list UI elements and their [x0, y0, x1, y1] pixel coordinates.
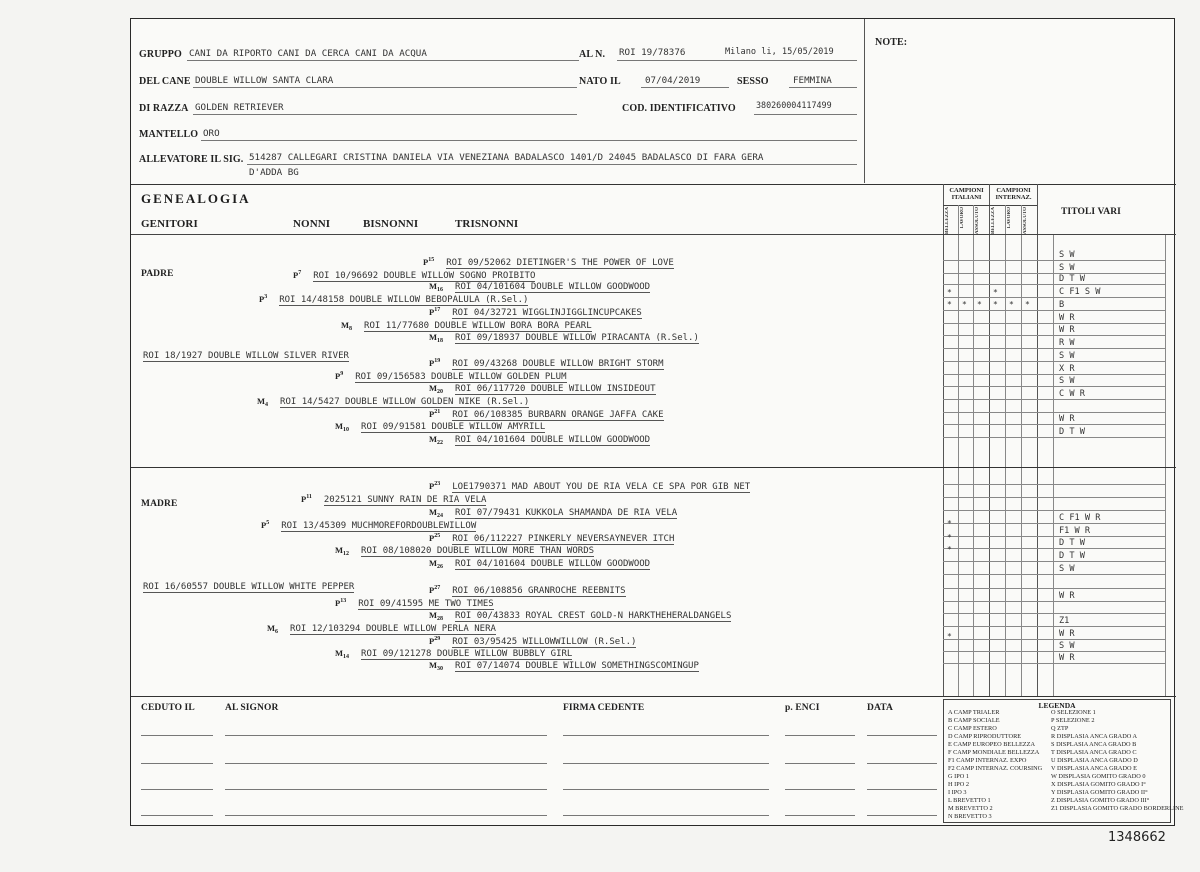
padre-label: PADRE: [141, 269, 174, 279]
entry-name: ROI 12/103294 DOUBLE WILLOW PERLA NERA: [290, 624, 496, 634]
titoli-value: C F1 W R: [1059, 513, 1101, 523]
titoli-value: S W: [1059, 263, 1075, 273]
sub-col-1: BELLEZZA: [945, 207, 950, 234]
entry-name: ROI 10/96692 DOUBLE WILLOW SOGNO PROIBITO: [313, 271, 536, 281]
row-line: [943, 497, 1165, 498]
sesso-value: FEMMINA: [793, 75, 832, 86]
campioni-italiani: CAMPIONI ITALIANI: [949, 187, 984, 201]
sub-col-4: BELLEZZA: [991, 207, 996, 234]
pedigree-certificate: [130, 18, 1184, 826]
entry-name: ROI 08/108020 DOUBLE WILLOW MORE THAN WORDS: [361, 546, 595, 556]
entry-name: ROI 09/156583 DOUBLE WILLOW GOLDEN PLUM: [355, 372, 567, 382]
serial-number: 1348662: [1108, 830, 1166, 845]
legend-item: A CAMP TRIALER: [948, 709, 1000, 716]
entry-name: ROI 09/43268 DOUBLE WILLOW BRIGHT STORM: [452, 359, 664, 369]
legend-item: T DISPLASIA ANCA GRADO C: [1051, 749, 1137, 756]
legend-right-list: [1051, 709, 1183, 813]
sub-col-5: LAVORO: [1007, 207, 1012, 229]
entry-tag: M: [341, 320, 350, 330]
entry-number: 22: [437, 440, 444, 446]
row-line: [943, 361, 1165, 362]
entry-tag: P: [301, 494, 307, 504]
entry-number: 9: [340, 371, 344, 377]
entry-number: 24: [437, 513, 444, 519]
entry-tag: P: [293, 270, 299, 280]
entry-number: 16: [437, 287, 444, 293]
entry-name: ROI 06/108385 BURBARN ORANGE JAFFA CAKE: [452, 410, 664, 420]
ceduto-label: CEDUTO IL: [141, 703, 195, 713]
entry-tag: P: [429, 585, 435, 595]
titoli-value: S W: [1059, 564, 1075, 574]
entry-name: ROI 14/48158 DOUBLE WILLOW BEBOPALULA (R.Sel.): [279, 295, 529, 305]
titoli-value: S W: [1059, 250, 1075, 260]
entry-number: 5: [266, 520, 270, 526]
entry-tag: P: [423, 257, 429, 267]
legend-item: E CAMP EUROPEO BELLEZZA: [948, 741, 1036, 748]
legend-item: D CAMP RIPRODUTTORE: [948, 733, 1022, 740]
codice-value: 380260004117499: [756, 100, 832, 110]
legend-item: F CAMP MONDIALE BELLEZZA: [948, 749, 1040, 756]
row-line: [943, 588, 1165, 589]
legend-item: Z DISPLASIA GOMITO GRADO III°: [1051, 797, 1150, 804]
row-line: [943, 548, 1165, 549]
titoli-value: W R: [1059, 629, 1075, 639]
padre-name: ROI 18/1927 DOUBLE WILLOW SILVER RIVER: [143, 351, 349, 361]
titoli-value: S W: [1059, 376, 1075, 386]
entry-tag: M: [429, 434, 438, 444]
sesso-label: SESSO: [737, 76, 769, 87]
titoli-value: C F1 S W: [1059, 287, 1101, 297]
entry-tag: M: [335, 648, 344, 658]
entry-number: 7: [298, 270, 302, 276]
entry-number: 21: [434, 409, 441, 415]
entry-name: ROI 11/77680 DOUBLE WILLOW BORA BORA PEARL: [364, 321, 592, 331]
date-value: Milano li, 15/05/2019: [725, 47, 834, 57]
col-nonni: NONNI: [293, 218, 331, 230]
titoli-vari: TITOLI VARI: [1061, 207, 1121, 217]
entry-name: ROI 07/14074 DOUBLE WILLOW SOMETHINGSCOMINGUP: [455, 661, 699, 671]
razza-value: GOLDEN RETRIEVER: [195, 102, 284, 113]
legend-item: U DISPLASIA ANCA GRADO D: [1051, 757, 1138, 764]
nato-label: NATO IL: [579, 76, 621, 87]
star-mark: *: [947, 533, 952, 542]
col-genitori: GENITORI: [141, 218, 198, 230]
row-line: [943, 510, 1165, 511]
row-line: [943, 639, 1165, 640]
entry-name: ROI 03/95425 WILLOWWILLOW (R.Sel.): [452, 637, 637, 647]
row-line: [943, 663, 1165, 664]
row-line: [943, 651, 1165, 652]
titoli-value: S W: [1059, 351, 1075, 361]
legend-item: L BREVETTO 1: [948, 797, 991, 804]
entry-tag: P: [429, 533, 435, 543]
entry-tag: P: [335, 598, 341, 608]
entry-tag: M: [429, 610, 438, 620]
row-line: [943, 399, 1165, 400]
entry-name: ROI 09/91581 DOUBLE WILLOW AMYRILL: [361, 422, 546, 432]
legend-item: F1 CAMP INTERNAZ. EXPO: [948, 757, 1027, 764]
titoli-value: W R: [1059, 414, 1075, 424]
legend-item: X DISPLASIA GOMITO GRADO I°: [1051, 781, 1146, 788]
enci-label: p. ENCI: [785, 703, 820, 713]
row-line: [943, 386, 1165, 387]
entry-tag: P: [429, 636, 435, 646]
entry-number: 27: [434, 585, 441, 591]
legend-item: O SELEZIONE 1: [1051, 709, 1096, 716]
entry-number: 30: [437, 666, 444, 672]
entry-tag: M: [335, 545, 344, 555]
row-line: [943, 335, 1165, 336]
sub-col-3: ASSOLUTO: [975, 207, 980, 235]
legend-item: M BREVETTO 2: [948, 805, 993, 812]
entry-tag: M: [429, 507, 438, 517]
col-trisnonni: TRISNONNI: [455, 218, 519, 230]
entry-name: ROI 09/121278 DOUBLE WILLOW BUBBLY GIRL: [361, 649, 573, 659]
legenda-title: LEGENDA: [1038, 701, 1076, 710]
star-mark: *: [947, 300, 952, 309]
titoli-value: C W R: [1059, 389, 1085, 399]
star-mark: *: [1025, 300, 1030, 309]
pedigree-entry: [429, 427, 650, 446]
entry-tag: M: [429, 660, 438, 670]
entry-name: ROI 06/117720 DOUBLE WILLOW INSIDEOUT: [455, 384, 656, 394]
entry-name: ROI 04/101604 DOUBLE WILLOW GOODWOOD: [455, 282, 651, 292]
madre-name: ROI 16/60557 DOUBLE WILLOW WHITE PEPPER: [143, 582, 355, 592]
entry-tag: M: [267, 623, 276, 633]
entry-tag: M: [429, 332, 438, 342]
aln-label: AL N.: [579, 49, 606, 60]
entry-number: 8: [349, 326, 353, 332]
entry-number: 18: [437, 338, 444, 344]
entry-name: ROI 09/52062 DIETINGER'S THE POWER OF LOVE: [446, 258, 674, 268]
allevatore-value: 514287 CALLEGARI CRISTINA DANIELA VIA VENEZIANA BADALASCO 1401/D 24045 BADALASCO DI FARA GERA: [249, 152, 764, 163]
entry-name: ROI 06/108856 GRANROCHE REEBNITS: [452, 586, 626, 596]
legend-item: I IPO 3: [948, 789, 967, 796]
entry-name: ROI 13/45309 MUCHMOREFORDOUBLEWILLOW: [281, 521, 477, 531]
entry-tag: M: [429, 383, 438, 393]
note-label: NOTE:: [875, 37, 908, 48]
titoli-value: Z1: [1059, 616, 1070, 626]
codice-label: COD. IDENTIFICATIVO: [622, 103, 736, 114]
row-line: [943, 561, 1165, 562]
legend-item: N BREVETTO 3: [948, 813, 992, 820]
entry-name: ROI 04/101604 DOUBLE WILLOW GOODWOOD: [455, 559, 651, 569]
row-line: [943, 601, 1165, 602]
cane-value: DOUBLE WILLOW SANTA CLARA: [195, 75, 334, 86]
pedigree-entry: [429, 551, 650, 570]
row-line: [943, 323, 1165, 324]
star-mark: *: [977, 300, 982, 309]
titoli-value: W R: [1059, 325, 1075, 335]
titoli-value: D T W: [1059, 538, 1085, 548]
firma-label: FIRMA CEDENTE: [563, 703, 645, 713]
madre-label: MADRE: [141, 499, 178, 509]
star-mark: *: [993, 288, 998, 297]
titoli-value: W R: [1059, 313, 1075, 323]
star-mark: *: [947, 519, 952, 528]
titoli-value: W R: [1059, 653, 1075, 663]
entry-number: 15: [428, 257, 435, 263]
campioni-internaz: CAMPIONI INTERNAZ.: [995, 187, 1032, 201]
legend-item: S DISPLASIA ANCA GRADO B: [1051, 741, 1137, 748]
entry-number: 20: [437, 389, 444, 395]
entry-number: 3: [264, 294, 268, 300]
entry-tag: P: [429, 481, 435, 491]
entry-tag: P: [335, 371, 341, 381]
entry-number: 4: [265, 402, 269, 408]
legend-item: H IPO 2: [948, 781, 969, 788]
titoli-value: W R: [1059, 591, 1075, 601]
row-line: [943, 484, 1165, 485]
star-mark: *: [947, 545, 952, 554]
entry-name: ROI 09/41595 ME TWO TIMES: [358, 599, 494, 609]
entry-number: 13: [340, 598, 347, 604]
titoli-value: S W: [1059, 641, 1075, 651]
legenda-box: [943, 699, 1184, 823]
entry-number: 12: [343, 551, 350, 557]
allevatore-label: ALLEVATORE IL SIG.: [139, 154, 244, 165]
entry-name: 2025121 SUNNY RAIN DE RIA VELA: [323, 495, 487, 505]
entry-name: ROI 04/101604 DOUBLE WILLOW GOODWOOD: [455, 435, 651, 445]
mantello-label: MANTELLO: [139, 129, 199, 140]
sub-col-6: ASSOLUTO: [1023, 207, 1028, 235]
genealogia-title: GENEALOGIA: [141, 191, 251, 206]
titoli-value: X R: [1059, 364, 1075, 374]
entry-number: 10: [343, 427, 350, 433]
aln-value: ROI 19/78376: [619, 47, 686, 58]
data-label: DATA: [867, 703, 893, 713]
row-line: [943, 424, 1165, 425]
entry-tag: P: [429, 358, 435, 368]
row-line: [943, 374, 1165, 375]
entry-tag: M: [429, 558, 438, 568]
row-line: [943, 523, 1165, 524]
entry-number: 17: [434, 307, 441, 313]
row-line: [943, 626, 1165, 627]
titoli-value: D T W: [1059, 427, 1085, 437]
cane-label: DEL CANE: [139, 76, 191, 87]
entry-number: 29: [434, 636, 441, 642]
titoli-value: R W: [1059, 338, 1075, 348]
legend-item: P SELEZIONE 2: [1051, 717, 1095, 724]
entry-tag: M: [335, 421, 344, 431]
entry-tag: P: [429, 307, 435, 317]
legend-item: C CAMP ESTERO: [948, 725, 997, 732]
star-mark: *: [947, 632, 952, 641]
row-line: [943, 437, 1165, 438]
row-line: [943, 348, 1165, 349]
titoli-value: B: [1059, 300, 1065, 310]
row-line: [943, 536, 1165, 537]
entry-number: 6: [275, 629, 279, 635]
entry-name: ROI 14/5427 DOUBLE WILLOW GOLDEN NIKE (R.Sel.): [280, 397, 530, 407]
row-line: [943, 260, 1165, 261]
row-line: [943, 310, 1165, 311]
titoli-value: D T W: [1059, 274, 1085, 284]
col-bisnonni: BISNONNI: [363, 218, 419, 230]
entry-number: 11: [306, 494, 312, 500]
pedigree-entry: [429, 325, 699, 344]
entry-number: 23: [434, 481, 441, 487]
allevatore-value-line2: D'ADDA BG: [249, 167, 299, 178]
row-line: [943, 574, 1165, 575]
entry-number: 19: [434, 358, 441, 364]
titoli-value: F1 W R: [1059, 526, 1091, 536]
entry-name: ROI 04/32721 WIGGLINJIGGLINCUPCAKES: [452, 308, 642, 318]
entry-number: 14: [343, 654, 350, 660]
star-mark: *: [1009, 300, 1014, 309]
entry-name: ROI 09/18937 DOUBLE WILLOW PIRACANTA (R.Sel.): [455, 333, 699, 343]
legend-item: Y DISPLASIA GOMITO GRADO II°: [1051, 789, 1148, 796]
entry-tag: P: [259, 294, 265, 304]
entry-tag: M: [429, 281, 438, 291]
pedigree-entry: [429, 653, 699, 672]
legend-item: V DISPLASIA ANCA GRADO E: [1051, 765, 1137, 772]
gruppo-value: CANI DA RIPORTO CANI DA CERCA CANI DA ACQUA: [189, 48, 427, 59]
row-line: [943, 613, 1165, 614]
entry-tag: M: [257, 396, 266, 406]
gruppo-label: GRUPPO: [139, 49, 182, 60]
star-mark: *: [993, 300, 998, 309]
entry-name: LOE1790371 MAD ABOUT YOU DE RIA VELA CE SPA POR GIB NET: [452, 482, 751, 492]
al-signor-label: AL SIGNOR: [225, 703, 279, 713]
star-mark: *: [962, 300, 967, 309]
razza-label: DI RAZZA: [139, 103, 189, 114]
row-line: [943, 297, 1165, 298]
legend-item: R DISPLASIA ANCA GRADO A: [1051, 733, 1138, 740]
legend-left-list: [948, 709, 1042, 821]
star-mark: *: [947, 288, 952, 297]
entry-name: ROI 07/79431 KUKKOLA SHAMANDA DE RIA VELA: [455, 508, 678, 518]
entry-tag: P: [429, 409, 435, 419]
row-line: [943, 284, 1165, 285]
mantello-value: ORO: [203, 128, 220, 139]
entry-name: ROI 06/112227 PINKERLY NEVERSAYNEVER ITCH: [452, 534, 675, 544]
sub-col-2: LAVORO: [960, 207, 965, 229]
entry-number: 26: [437, 564, 444, 570]
entry-tag: P: [261, 520, 267, 530]
legend-item: B CAMP SOCIALE: [948, 717, 1000, 724]
titoli-value: D T W: [1059, 551, 1085, 561]
legend-item: F2 CAMP INTERNAZ. COURSING: [948, 765, 1043, 772]
legend-item: W DISPLASIA GOMITO GRADO 0: [1051, 773, 1146, 780]
legend-item: G IPO 1: [948, 773, 969, 780]
entry-number: 25: [434, 533, 441, 539]
entry-name: ROI 00/43833 ROYAL CREST GOLD-N HARKTHEHERALDANGELS: [455, 611, 732, 621]
row-line: [943, 273, 1165, 274]
legend-item: Z1 DISPLASIA GOMITO GRADO BORDERLINE: [1051, 805, 1184, 812]
row-line: [943, 412, 1165, 413]
nato-value: 07/04/2019: [645, 75, 701, 86]
legend-item: Q ZTP: [1051, 725, 1069, 732]
entry-number: 28: [437, 616, 444, 622]
